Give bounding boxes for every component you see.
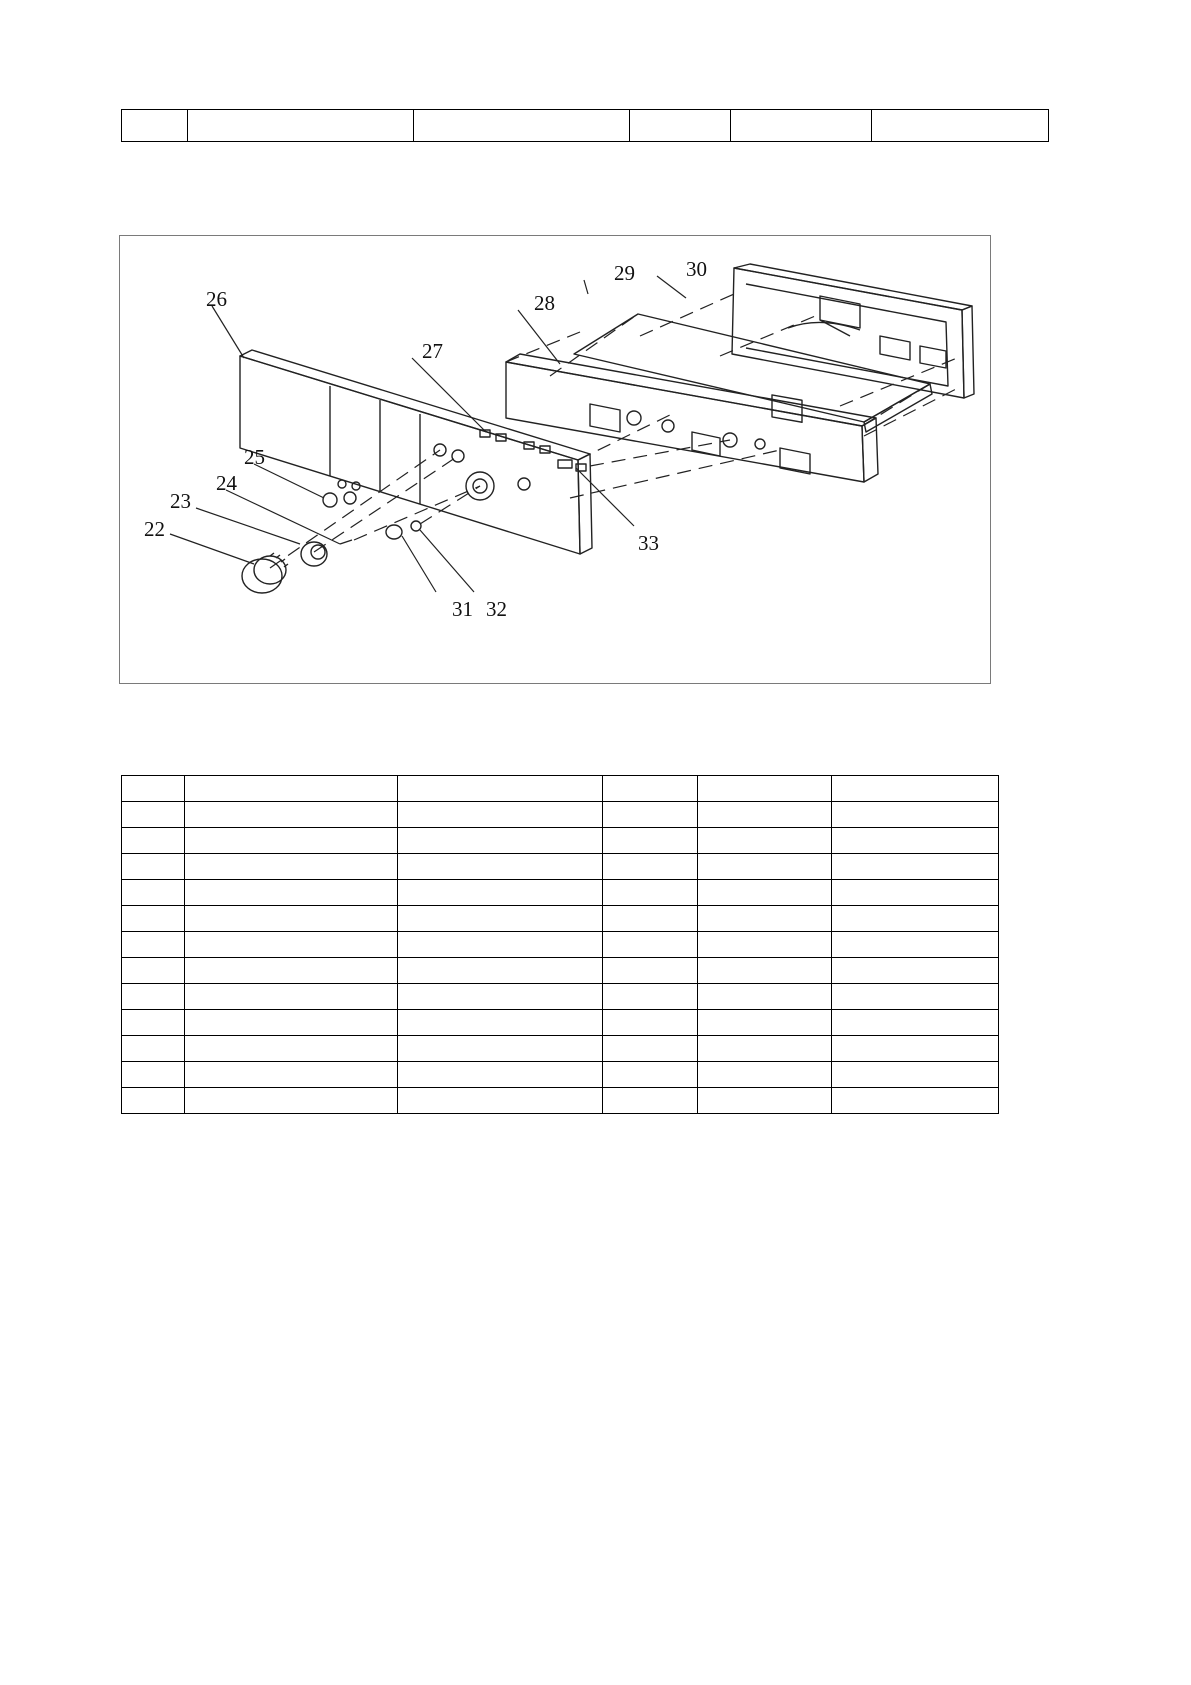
- mounting-frame-part: [506, 354, 878, 482]
- table-cell: [603, 932, 698, 958]
- table-cell: [122, 880, 185, 906]
- table-cell: [832, 932, 999, 958]
- table-cell: [698, 1036, 832, 1062]
- table-row: [122, 1088, 999, 1114]
- table-cell: [185, 1088, 398, 1114]
- table-cell: [398, 1088, 603, 1114]
- table-cell: [832, 880, 999, 906]
- exploded-parts-diagram: [119, 235, 991, 684]
- table-cell: [698, 1010, 832, 1036]
- label-31: 31: [452, 597, 473, 621]
- table-row: [122, 110, 1049, 142]
- table-cell: [698, 906, 832, 932]
- bushing-part: [480, 430, 550, 453]
- table-cell: [188, 110, 414, 142]
- table-cell: [832, 1062, 999, 1088]
- leader-lines: [170, 276, 686, 592]
- table-cell: [398, 802, 603, 828]
- label-22: 22: [144, 517, 165, 541]
- label-32: 32: [486, 597, 507, 621]
- table-row: [122, 906, 999, 932]
- table-cell: [398, 776, 603, 802]
- table-cell: [122, 906, 185, 932]
- table-cell: [832, 906, 999, 932]
- table-cell: [185, 1036, 398, 1062]
- table-cell: [832, 984, 999, 1010]
- table-cell: [698, 932, 832, 958]
- label-28: 28: [534, 291, 555, 315]
- table-cell: [603, 1062, 698, 1088]
- table-cell: [630, 110, 731, 142]
- diagram-drawing: [120, 236, 989, 682]
- knob-part: [242, 553, 288, 593]
- table-cell: [122, 984, 185, 1010]
- table-row: [122, 1062, 999, 1088]
- label-33: 33: [638, 531, 659, 555]
- table-cell: [185, 802, 398, 828]
- table-cell: [122, 110, 188, 142]
- table-cell: [398, 906, 603, 932]
- table-row: [122, 932, 999, 958]
- table-cell: [832, 958, 999, 984]
- table-cell: [398, 828, 603, 854]
- table-cell: [603, 1036, 698, 1062]
- table-cell: [832, 1036, 999, 1062]
- table-cell: [832, 802, 999, 828]
- table-cell: [698, 880, 832, 906]
- table-cell: [398, 1036, 603, 1062]
- table-cell: [122, 854, 185, 880]
- table-cell: [832, 828, 999, 854]
- table-cell: [185, 906, 398, 932]
- table-cell: [603, 906, 698, 932]
- table-cell: [122, 958, 185, 984]
- label-24: 24: [216, 471, 237, 495]
- table-cell: [398, 958, 603, 984]
- table-cell: [185, 984, 398, 1010]
- table-cell: [122, 828, 185, 854]
- table-cell: [398, 1010, 603, 1036]
- table-row: [122, 1010, 999, 1036]
- table-cell: [603, 1088, 698, 1114]
- top-parts-table: [121, 109, 1049, 142]
- bottom-parts-table: [121, 775, 999, 1114]
- table-cell: [122, 1088, 185, 1114]
- table-cell: [122, 1062, 185, 1088]
- table-cell: [603, 984, 698, 1010]
- table-cell: [185, 932, 398, 958]
- table-cell: [698, 1088, 832, 1114]
- table-cell: [603, 776, 698, 802]
- nut-part: [386, 521, 421, 539]
- table-cell: [185, 958, 398, 984]
- label-26: 26: [206, 287, 227, 311]
- spring-pin-part: [340, 540, 352, 544]
- table-cell: [832, 1010, 999, 1036]
- table-cell: [603, 880, 698, 906]
- clip-part: [558, 460, 586, 471]
- table-cell: [698, 854, 832, 880]
- table-cell: [398, 880, 603, 906]
- table-row: [122, 776, 999, 802]
- table-cell: [185, 828, 398, 854]
- table-row: [122, 802, 999, 828]
- table-cell: [398, 984, 603, 1010]
- table-row: [122, 854, 999, 880]
- table-cell: [185, 776, 398, 802]
- table-cell: [698, 1062, 832, 1088]
- table-cell: [398, 854, 603, 880]
- table-cell: [698, 828, 832, 854]
- table-cell: [832, 776, 999, 802]
- table-row: [122, 1036, 999, 1062]
- table-cell: [698, 776, 832, 802]
- label-25: 25: [244, 445, 265, 469]
- table-cell: [122, 776, 185, 802]
- table-row: [122, 828, 999, 854]
- label-30: 30: [686, 257, 707, 281]
- table-row: [122, 984, 999, 1010]
- table-cell: [731, 110, 872, 142]
- table-cell: [414, 110, 630, 142]
- table-cell: [185, 880, 398, 906]
- table-cell: [398, 932, 603, 958]
- table-cell: [698, 984, 832, 1010]
- table-cell: [185, 1010, 398, 1036]
- table-row: [122, 958, 999, 984]
- table-cell: [185, 1062, 398, 1088]
- front-panel-part: [240, 350, 592, 554]
- table-cell: [398, 1062, 603, 1088]
- table-cell: [122, 1036, 185, 1062]
- table-cell: [122, 1010, 185, 1036]
- table-cell: [185, 854, 398, 880]
- label-27: 27: [422, 339, 443, 363]
- table-cell: [603, 854, 698, 880]
- table-cell: [832, 854, 999, 880]
- table-cell: [122, 802, 185, 828]
- table-cell: [122, 932, 185, 958]
- table-cell: [872, 110, 1049, 142]
- table-cell: [698, 802, 832, 828]
- table-cell: [603, 802, 698, 828]
- table-cell: [603, 828, 698, 854]
- label-23: 23: [170, 489, 191, 513]
- label-29: 29: [614, 261, 635, 285]
- table-cell: [603, 1010, 698, 1036]
- table-cell: [603, 958, 698, 984]
- table-cell: [698, 958, 832, 984]
- table-cell: [832, 1088, 999, 1114]
- table-row: [122, 880, 999, 906]
